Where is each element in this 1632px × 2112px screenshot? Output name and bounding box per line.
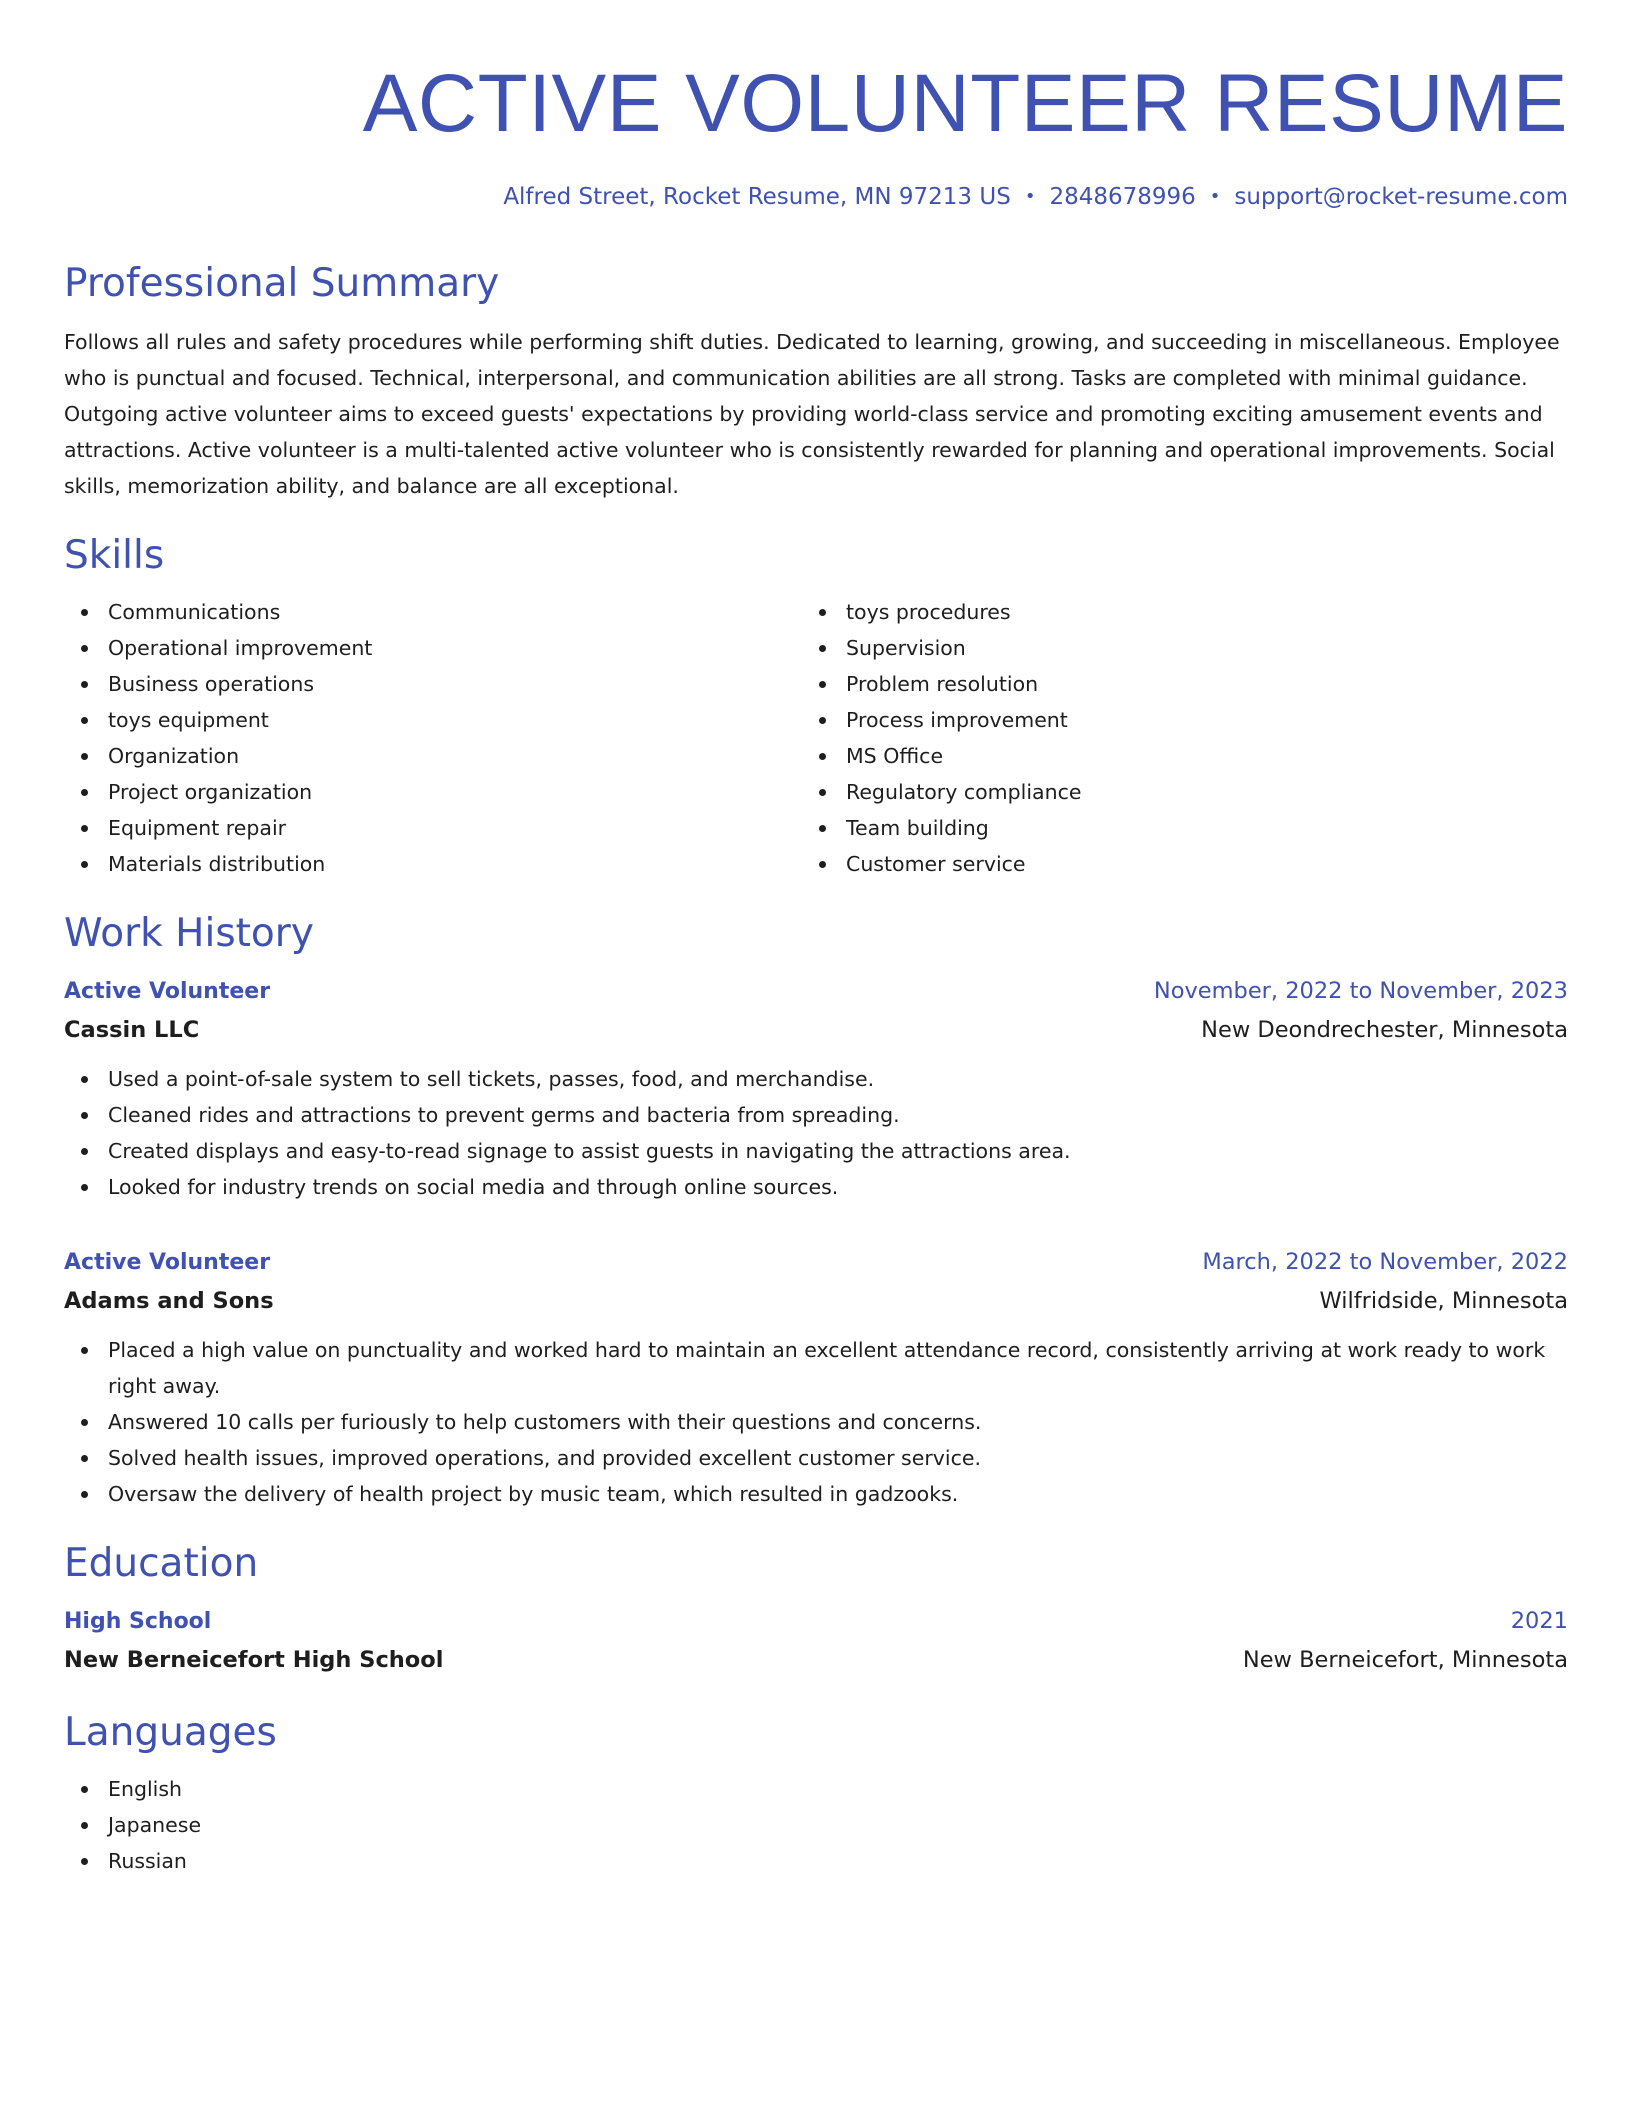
skill-item: MS Office bbox=[802, 738, 1540, 774]
job-title-row bbox=[64, 972, 1568, 1011]
education-heading: Education bbox=[64, 1541, 259, 1586]
skill-item: Customer service bbox=[802, 846, 1540, 882]
language-item: English bbox=[64, 1771, 1568, 1807]
job-duty: Cleaned rides and attractions to prevent germs and bacteria from spreading. bbox=[64, 1097, 1568, 1133]
job-employer-row bbox=[64, 1011, 1568, 1049]
skill-item: Organization bbox=[64, 738, 802, 774]
summary-text: Follows all rules and safety procedures while performing shift duties. Dedicated to learning, growing, and succeeding in miscellaneous. Employee who is punctual and focused. Technical, interpersonal, and communication abilities are all strong. Tasks are completed with minimal guidance. Outgoing active volunteer aims to exceed guests' expectations by providing world-class service and promoting exciting amusement events and attractions. Active volunteer is a multi-talented active volunteer who is consistently rewarded for planning and operational improvements. Social skills, memorization ability, and balance are all exceptional. bbox=[64, 330, 1560, 498]
skill-item: Equipment repair bbox=[64, 810, 802, 846]
job-duty: Solved health issues, improved operations, and provided excellent customer service. bbox=[64, 1440, 1568, 1476]
skill-item: Business operations bbox=[64, 666, 802, 702]
skill-item: toys equipment bbox=[64, 702, 802, 738]
job-duty: Created displays and easy-to-read signage to assist guests in navigating the attractions area. bbox=[64, 1133, 1568, 1169]
education-school: New Berneicefort High School bbox=[64, 1647, 444, 1673]
contact-email: support@rocket-resume.com bbox=[1234, 184, 1568, 210]
skill-item: Project organization bbox=[64, 774, 802, 810]
job-employer: Adams and Sons bbox=[64, 1288, 274, 1314]
skills-columns bbox=[64, 594, 1568, 882]
contact-separator: • bbox=[1209, 186, 1221, 207]
education-degree: High School bbox=[64, 1609, 212, 1634]
summary-heading: Professional Summary bbox=[64, 261, 500, 306]
education-school-row bbox=[64, 1641, 1568, 1679]
skill-item: Communications bbox=[64, 594, 802, 630]
language-item: Japanese bbox=[64, 1807, 1568, 1843]
skill-item: Materials distribution bbox=[64, 846, 802, 882]
language-item: Russian bbox=[64, 1843, 1568, 1879]
skills-list-right bbox=[802, 594, 1540, 882]
languages-list bbox=[64, 1771, 1568, 1879]
education-degree-row bbox=[64, 1602, 1568, 1641]
skill-item: Operational improvement bbox=[64, 630, 802, 666]
job-duty: Used a point-of-sale system to sell tickets, passes, food, and merchandise. bbox=[64, 1061, 1568, 1097]
resume-name: ACTIVE VOLUNTEER RESUME bbox=[362, 58, 1568, 149]
job-dates: March, 2022 to November, 2022 bbox=[1202, 1249, 1568, 1275]
education-year: 2021 bbox=[1510, 1608, 1568, 1634]
skill-item: Problem resolution bbox=[802, 666, 1540, 702]
contact-separator: • bbox=[1024, 186, 1036, 207]
job-location: Wilfridside, Minnesota bbox=[1319, 1288, 1568, 1314]
job-duty: Placed a high value on punctuality and worked hard to maintain an excellent attendance record, consistently arriving at work ready to work right away. bbox=[64, 1332, 1568, 1404]
skills-list-left bbox=[64, 594, 802, 882]
job-employer: Cassin LLC bbox=[64, 1017, 200, 1043]
job-title: Active Volunteer bbox=[64, 1250, 271, 1275]
job-entry bbox=[64, 1243, 1568, 1512]
skill-item: toys procedures bbox=[802, 594, 1540, 630]
skills-heading: Skills bbox=[64, 533, 165, 578]
skill-item: Regulatory compliance bbox=[802, 774, 1540, 810]
job-duty: Answered 10 calls per furiously to help customers with their questions and concerns. bbox=[64, 1404, 1568, 1440]
job-duty: Oversaw the delivery of health project by music team, which resulted in gadzooks. bbox=[64, 1476, 1568, 1512]
education-entry bbox=[64, 1602, 1568, 1679]
contact-line bbox=[64, 182, 1568, 212]
job-entry bbox=[64, 972, 1568, 1205]
job-duties-list bbox=[64, 1332, 1568, 1512]
job-location: New Deondrechester, Minnesota bbox=[1201, 1017, 1568, 1043]
contact-phone: 2848678996 bbox=[1049, 184, 1196, 210]
skill-item: Team building bbox=[802, 810, 1540, 846]
contact-address: Alfred Street, Rocket Resume, MN 97213 US bbox=[503, 184, 1011, 210]
work-history-heading: Work History bbox=[64, 911, 314, 956]
skill-item: Process improvement bbox=[802, 702, 1540, 738]
languages-heading: Languages bbox=[64, 1710, 277, 1755]
job-title-row bbox=[64, 1243, 1568, 1282]
job-duty: Looked for industry trends on social media and through online sources. bbox=[64, 1169, 1568, 1205]
job-dates: November, 2022 to November, 2023 bbox=[1153, 978, 1568, 1004]
job-title: Active Volunteer bbox=[64, 979, 271, 1004]
skill-item: Supervision bbox=[802, 630, 1540, 666]
job-duties-list bbox=[64, 1061, 1568, 1205]
job-employer-row bbox=[64, 1282, 1568, 1320]
resume-header bbox=[64, 56, 1568, 212]
education-location: New Berneicefort, Minnesota bbox=[1242, 1647, 1568, 1673]
